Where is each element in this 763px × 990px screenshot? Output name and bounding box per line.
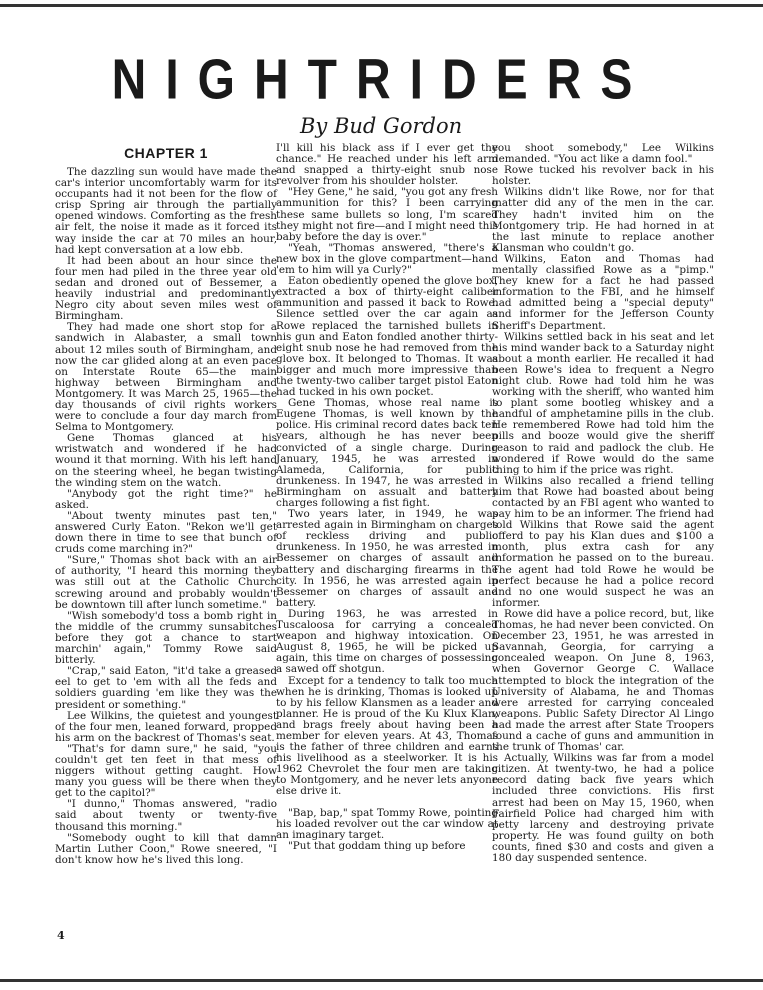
page-number: 4 bbox=[57, 929, 65, 942]
bottom-rule bbox=[0, 979, 763, 982]
paragraph: Eaton obediently opened the glove box, extracted a box of thirty-eight caliber ammunition and passed it back to Rowe. Silence settled over the car again as Rowe replaced the tarnished bullets in his gun and Eaton fondled another thirty-eight snub nose he had removed from the glove box. It belonged to Thomas. It was bigger and much more impressive than the twenty-two caliber target pistol Eaton had tucked in his own pocket. bbox=[276, 275, 498, 399]
paragraph: "Sure," Thomas shot back with an air of authority, "I heard this morning they was still out at the Catholic Church screwing around and probably wouldn't be downtown till after lunch sometime." bbox=[55, 554, 277, 611]
paragraph: Gene Thomas, whose real name is Eugene Thomas, is well known by the police. His criminal record dates back ten years, although he has never been convicted of a single charge. During January, 1945, he was arrested in Alameda, California, for public drunkeness. In 1947, he was arrested in Birmingham on assualt and battery charges following a fist fight. bbox=[276, 397, 498, 509]
paragraph: Except for a tendency to talk too much when he is drinking, Thomas is looked up to by his fellow Klansmen as a leader and planner. He is proud of the Ku Klux Klan, and brags freely about having been a member for eleven years. At 43, Thomas is the father of three children and earns his livelihood as a steelworker. It is his 1962 Chevrolet the four men are taking to Montgomery, and he never lets anyone else drive it. bbox=[276, 674, 498, 798]
column-2 bbox=[276, 143, 498, 852]
paragraph: Gene Thomas glanced at his wristwatch and wondered if he had wound it that morning. With his left hand on the steering wheel, he began twisting the winding stem on the watch. bbox=[55, 432, 277, 489]
paragraph: "Yeah, "Thomas answered, "there's a new box in the glove compartment—hand 'em to him will ya Curly?" bbox=[276, 241, 498, 277]
paragraph: Rowe tucked his revolver back in his holster. bbox=[492, 164, 714, 188]
paragraph: you shoot somebody," Lee Wilkins demanded. "You act like a damn fool." bbox=[492, 142, 714, 166]
paragraph: "Hey Gene," he said, "you got any fresh ammunition for this? I been carrying these same bullets so long, I'm scared they might not fire—and I might need this baby before the day is over." bbox=[276, 186, 498, 243]
paragraph: Two years later, in 1949, he was arrested again in Birmingham on charges of reckless driving and public drunkeness. In 1950, he was arrested in Bessemer on charges of assault and battery and discharging firearms in the city. In 1956, he was arrested again in Bessemer on charges of assault and battery. bbox=[276, 508, 498, 609]
paragraph: Actually, Wilkins was far from a model citizen. At twenty-two, he had a police record dating back five years which included three convictions. His first arrest had been on May 15, 1960, when Fairfield Police had charged him with petty larceny and destroying private property. He was found guilty on both counts, fined $30 and costs and given a 180 day suspended sentence. bbox=[492, 752, 714, 864]
page-title: NIGHTRIDERS bbox=[111, 48, 652, 112]
byline: By Bud Gordon bbox=[300, 114, 463, 138]
top-rule bbox=[0, 4, 763, 7]
paragraph: Wilkins, Eaton and Thomas had mentally classified Rowe as a "pimp." They knew for a fact he had passed information to the FBI, and he himself had admitted being a "special deputy" and informer for the Jefferson County Sheriff's Department. bbox=[492, 252, 714, 332]
paragraph: "I dunno," Thomas answered, "radio said about twenty or twenty-five thousand this morning." bbox=[55, 798, 277, 833]
paragraph: The dazzling sun would have made the car's interior uncomfortably warm for its occupants had it not been for the flow of crisp Spring air through the partially opened windows. Comforting as the fresh air felt, the noise it made as it forced its way inside the car at 70 miles an hour, had kept conversation at a low ebb. bbox=[55, 166, 277, 256]
paragraph: Rowe did have a police record, but, like Thomas, he had never been convicted. On December 23, 1951, he was arrested in Savannah, Georgia, for carrying a concealed weapon. On June 8, 1963, when Governor George C. Wallace attempted to block the integration of the University of Alabama, he and Thomas were arrested for carrying concealed weapons. Public Safety Director Al Lingo had made the arrest after State Troopers found a cache of guns and ammunition in the trunk of Thomas' car. bbox=[492, 607, 714, 754]
paragraph: During 1963, he was arrested in Tuscaloosa for carrying a concealed weapon and highway intoxication. On August 8, 1965, he will be picked up again, this time on charges of possessing a sawed off shotgun. bbox=[276, 607, 498, 676]
paragraph: It had been about an hour since the four men had piled in the three year old sedan and droned out of Bessemer, a heavily industrial and predominantly Negro city about seven miles west of Birmingham. bbox=[55, 254, 277, 323]
paragraph: "Somebody ought to kill that damn Martin Luther Coon," Rowe sneered, "I don't know how he's lived this long. bbox=[55, 831, 277, 866]
paragraph: "Put that goddam thing up before bbox=[288, 839, 466, 852]
column-3 bbox=[492, 143, 714, 864]
chapter-heading: CHAPTER 1 bbox=[124, 145, 208, 161]
paragraph: Wilkins didn't like Rowe, nor for that matter did any of the men in the car. They hadn't invited him on the Montgomery trip. He had horned in at the last minute to replace another Klansman who couldn't go. bbox=[492, 186, 714, 254]
paragraph: Wilkins settled back in his seat and let his mind wander back to a Saturday night about a month earlier. He recalled it had been Rowe's idea to frequent a Negro night club. Rowe had told him he was working with the sheriff, who wanted him to plant some bootleg whiskey and a handful of amphetamine pills in the club. He remembered Rowe had told him the pills and booze would give the sheriff reason to raid and padlock the club. He wondered if Rowe would do the same thing to him if the price was right. bbox=[492, 330, 714, 476]
paragraph: Lee Wilkins, the quietest and youngest of the four men, leaned forward, propped his arm on the backrest of Thomas's seat. bbox=[55, 709, 277, 744]
paragraph: "Bap, bap," spat Tommy Rowe, pointing his loaded revolver out the car window at an imaginary target. bbox=[276, 806, 498, 841]
column-1 bbox=[55, 145, 277, 866]
paragraph: "Wish somebody'd toss a bomb right in the middle of the crummy sunsabitches before they got a chance to start marchin' again," Tommy Rowe said bitterly. bbox=[55, 609, 277, 667]
paragraph: I'll kill his black ass if I ever get the chance." He reached under his left arm and snapped a thirty-eight snub nose revolver from his shoulder holster. bbox=[276, 142, 498, 188]
paragraph: They had made one short stop for a sandwich in Alabaster, a small town about 12 miles south of Birmingham, and now the car glided along at an even pace on Interstate Route 65—the main highway between Birmingham and Montgomery. It was March 25, 1965—the day thousands of civil rights workers were to conclude a four day march from Selma to Montgomery. bbox=[55, 321, 277, 434]
paragraph: "That's for damn sure," he said, "you couldn't get ten feet in that mess of niggers without getting caught. How many you guess will be there when they get to the capitol?" bbox=[55, 742, 277, 800]
paragraph: "Anybody got the right time?" he asked. bbox=[55, 487, 277, 511]
paragraph: Wilkins also recalled a friend telling him that Rowe had boasted about being contacted by an FBI agent who wanted to pay him to be an informer. The friend had told Wilkins that Rowe said the agent offerd to pay his Klan dues and $100 a month, plus extra cash for any information he passed on to the bureau. The agent had told Rowe he would be perfect because he had a police record and no one would suspect he was an informer. bbox=[492, 474, 714, 609]
paragraph: "Crap," said Eaton, "it'd take a greased eel to get to 'em with all the feds and soldiers guarding 'em like they was the president or something." bbox=[55, 665, 277, 711]
paragraph: "About twenty minutes past ten," answered Curly Eaton. "Rekon we'll get down there in time to see that bunch of cruds come marching in?" bbox=[55, 509, 277, 556]
